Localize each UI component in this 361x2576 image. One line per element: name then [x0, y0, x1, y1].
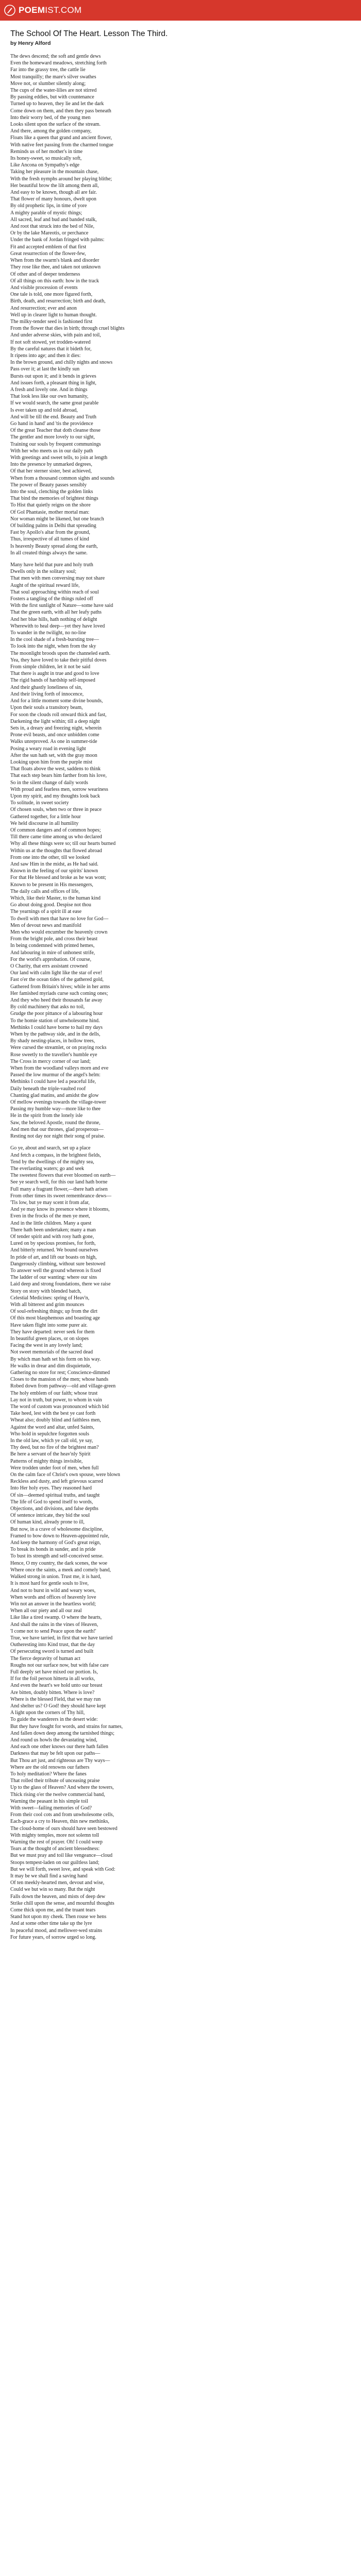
poem-line: Take heed, lest with the best ye cast forth — [10, 1411, 96, 1417]
poem-line: He walks in drear and dim disquietude, — [10, 1363, 91, 1369]
poem-line: The Cross in mercy corner of our land; — [10, 1058, 91, 1064]
poem-line: There hath been undertaken; many a man — [10, 1227, 96, 1233]
poem-line: Are bitten, doubly bitten. Where is love? — [10, 1689, 95, 1696]
poem-line: For that He blessed and broke as he was wont; — [10, 875, 106, 881]
poem-line: He in the spirit from the lonely isle — [10, 1113, 83, 1119]
poem-line: By passing eddies, but with countenance — [10, 94, 94, 100]
poem-line: Go hand in hand' and 'tis the providence — [10, 420, 93, 427]
poem-line: To wander in the twilight, no no-line — [10, 630, 86, 636]
poem-line: Men of devout news and manifold — [10, 922, 81, 928]
poem-line: Thus, irrespective of all tumes of kind — [10, 536, 89, 543]
poem-line: Strike chill upon the sense, and mournful thoughts — [10, 1900, 114, 1906]
poem-line: With the first sunlight of Nature—some have said — [10, 603, 113, 609]
poem-line: Of persecuting sword is turned and built — [10, 1649, 94, 1655]
poem-line: Where are the old renowns our fathers — [10, 1764, 90, 1770]
poem-line: Under the bank of Jordan fringed with palms: — [10, 237, 105, 243]
poem-line: The fierce depravity of human act — [10, 1655, 80, 1662]
poem-line: Framed to bow down to Heaven-appointed rule, — [10, 1533, 109, 1539]
poem-line: And fallen down deep among the tarnished things; — [10, 1730, 114, 1736]
poem-line: Patterns of mighty things invisible, — [10, 1458, 83, 1464]
poem-content — [10, 29, 351, 1946]
poem-line: The power of Beauty passes sensibly — [10, 482, 87, 488]
poem-line: Like Ancona on Sympathy's edge — [10, 162, 79, 168]
poem-line: But Thou art just, and righteous are Thy ways— — [10, 1757, 110, 1764]
poem-line: After the sun hath set, with the gray moon — [10, 752, 97, 758]
poem-line: And root that struck into the bed of Nile, — [10, 224, 95, 230]
poem-line: Even the homeward meadows, stretching forth — [10, 60, 107, 66]
poem-line: But now, in a crave of wholesome discipline, — [10, 1526, 104, 1532]
poem-line: Closes to the mansion of the men; whose hands — [10, 1377, 108, 1383]
poem-line: When from a thousand common sights and sounds — [10, 475, 114, 481]
poem-line: The cups of the water-lilies are not stirred — [10, 88, 97, 94]
poem-line: Training our souls by frequent communings — [10, 441, 101, 447]
poem-line: Men who would encumber the heavenly crown — [10, 929, 108, 935]
poem-line: Methinks I could have borne to hail my days — [10, 1024, 103, 1030]
poem-line: Of mellow evenings towards the village-tower — [10, 1099, 106, 1106]
poem-line: And round us howls the devastating wind, — [10, 1737, 97, 1743]
poem-line: And men that our thrones, glad prosperous— — [10, 1126, 104, 1132]
poem-line: A light upon the corners of Thy hill, — [10, 1710, 85, 1716]
poem-line: From other times its sweet remembrance dews— — [10, 1193, 112, 1199]
poem-line: To look into the night, when from the sky — [10, 643, 96, 650]
poem-line: Up to the glass of Heaven? And where the towers, — [10, 1785, 114, 1791]
poem-line: Move not, or slumber silently along; — [10, 80, 86, 87]
poem-line: In the old law, which ye call old, ye say, — [10, 1438, 93, 1444]
poem-author[interactable]: by Henry Alford — [10, 40, 51, 46]
poem-line: If for the foil person hitterta in all works, — [10, 1676, 95, 1682]
poem-line: Birth, death, and resurrection; birth and death, — [10, 298, 106, 304]
poem-line: In peaceful mood, and mellower-wed strains — [10, 1927, 103, 1934]
poem-line: Known to be present in His messengers, — [10, 882, 93, 888]
poem-line: With the fresh nymphs around her playing blithe; — [10, 176, 112, 182]
poem-line: Floats like a queen that grand and ancient flower, — [10, 135, 112, 141]
poem-line: Could we but win so many. But the night — [10, 1887, 95, 1893]
poem-line: Go ye, about and search, set up a place — [10, 1145, 91, 1151]
poem-line: Full deeply set have mixed our portion. Is, — [10, 1669, 98, 1675]
poem-line: From the bright pole, and cross their beast — [10, 936, 97, 942]
poem-line: For soon the clouds roll onward thick and fast, — [10, 711, 107, 718]
poem-line: Walks unreproved. As one in summer-tide — [10, 739, 97, 745]
poem-line: From one into the other, till we looked — [10, 854, 90, 860]
poem-line: Of this most blasphemous and boasting age — [10, 1315, 100, 1321]
poem-line: It ripens into age; and then it dies: — [10, 352, 81, 359]
poem-line: Each-grace a cry to Heaven, thin new methinks, — [10, 1819, 109, 1825]
poem-line: That flower of many honours, dwelt upon — [10, 196, 96, 202]
poem-line: And her blue hills, hath nothing of delight — [10, 616, 97, 622]
poem-line: The sweetest flowers that ever bloomed on earth— — [10, 1173, 116, 1179]
poem-line: And their living forth of innocence, — [10, 691, 84, 697]
poem-line: Passed the low murmur of the angel's helm: — [10, 1072, 101, 1078]
poem-line: Sets in, a dreary and freezing night, wherein — [10, 725, 102, 731]
poem-line: Tears at the thought of ancient blessedness: — [10, 1846, 100, 1852]
poem-line: Fast by Apollo's altar from the ground, — [10, 530, 90, 536]
poem-line: Is ever taken up and told abroad, — [10, 407, 78, 413]
poem-line: Celestial Medicines: spring of Heav'n, — [10, 1295, 90, 1301]
poem-line: Gathering no store for rest; Conscience-dimmed — [10, 1370, 110, 1376]
poem-line: Reminds us of her mother's in time — [10, 148, 83, 155]
poem-line: With mighty temples, more not solemn toll — [10, 1832, 100, 1838]
poem-line: Known in the feeling of our spirits' known — [10, 868, 98, 874]
poem-line: And easy to be known, though all are fair. — [10, 190, 97, 196]
poem-line: Of soul-refreshing things; up from the dirt — [10, 1309, 97, 1315]
poem-line: Yea, they have loved to take their pitiful doves — [10, 657, 107, 663]
poem-line: 'I come not to send Peace upon the earth!' — [10, 1628, 96, 1634]
poem-line: Outheresting into Kind trust, that the day — [10, 1642, 95, 1648]
poem-line: Hence, O my country, the dark scenes, the woe — [10, 1560, 107, 1566]
poem-line: O Charity, that errs assistant crowned — [10, 963, 88, 970]
poem-line: With her who meets us in our daily path — [10, 448, 93, 454]
poem-line: Nor woman might be likened, but one branch — [10, 516, 104, 522]
poem-line: It is most hard for gentle souls to live, — [10, 1581, 89, 1587]
poem-line: Rose sweetly to the traveller's humble eye — [10, 1052, 97, 1058]
poem-line: Her famished myriads curse such coming ones; — [10, 990, 108, 996]
poem-line: Of all things on this earth: how in the track — [10, 278, 99, 284]
poem-line: Dangerously climbing, without sure bestowed — [10, 1261, 106, 1267]
poem-line: That bind the memories of brightest things — [10, 496, 99, 502]
poem-line: And under adverse skies, with pain and toil, — [10, 332, 101, 338]
poem-line: In the brown ground, and chilly nights and snows — [10, 360, 113, 366]
poem-line: Into Her holy eyes. They reasoned hard — [10, 1485, 92, 1492]
poem-line: All sacred, leaf and bud and banded stalk, — [10, 216, 97, 223]
poem-line: Fit and accepted emblem of that first — [10, 244, 87, 250]
poem-line: Into their worry bed, of the young men — [10, 114, 91, 121]
poem-line: Passing my humble way—more like to thee — [10, 1106, 101, 1112]
poem-line: Objections, and divisions, and false depths — [10, 1506, 99, 1512]
stanza — [10, 562, 351, 1140]
poem-line: And they who heed their thousands far away — [10, 997, 103, 1004]
poem-line: Posing a weary road in evening light — [10, 745, 86, 752]
poem-line: Of tender spirit and with rosy hath gone, — [10, 1233, 94, 1240]
poem-line: By which man hath set his form on his way. — [10, 1356, 101, 1362]
poem-line: Of common dangers and of common hopes; — [10, 827, 101, 833]
poem-line: Turned up to heaven, they lie and let the dark — [10, 101, 104, 107]
poem-line: Its honey-sweet, so musically soft, — [10, 156, 82, 162]
poem-line: If not soft stowed, yet trodden-watered — [10, 339, 91, 345]
poem-line: See ye search well, for this our land hath borne — [10, 1179, 108, 1185]
poem-line: The cloud-home of ours should have seen bestowed — [10, 1825, 118, 1832]
poem-line: Go about doing good. Despise not thou — [10, 902, 91, 908]
poem-line: To holy meditation? Where the fanes — [10, 1771, 87, 1777]
poem-line: We held discourse in all humility — [10, 820, 79, 826]
poem-line: When from the swarm's blank and disorder — [10, 258, 100, 264]
poem-line: By cold machinery that asks no toil, — [10, 1004, 85, 1010]
poem-line: And visible procession of events — [10, 284, 78, 291]
poem-line: Of sin—deemed spiritual truths, and taught — [10, 1492, 100, 1498]
poem-line: With all bitterest and grim mounces — [10, 1301, 85, 1308]
poem-line: Dwells only in the solitary soul; — [10, 569, 77, 575]
poem-line: The milky-tender seed is fashioned first — [10, 318, 93, 325]
poem-line: When words and offices of heavenly love — [10, 1594, 96, 1600]
poem-line: And keep the harmony of God's great reign, — [10, 1540, 101, 1546]
stanza — [10, 53, 351, 556]
poem-line: The dews descend; the soft and gentle dews — [10, 54, 101, 59]
poem-line: Which, like their Master, to the human kind — [10, 895, 101, 901]
poem-line: And there, among the golden company, — [10, 128, 92, 134]
poem-line: In all created things always the same. — [10, 550, 88, 556]
poem-line: With sweet—failing memories of God? — [10, 1805, 92, 1811]
poem-line: Falls down the heaven, and mists of deep dew — [10, 1893, 106, 1900]
poem-line: Of Gol Phantasie, mother mortal man: — [10, 509, 90, 515]
poem-line: The ladder of our wanting: where our sins — [10, 1275, 97, 1281]
poem-line: Fosters a tangling of the things ruled off — [10, 596, 93, 602]
poem-line: And issues forth, a pleasant thing in light, — [10, 380, 96, 386]
poem-line: To guide the wanderers in the desert wide: — [10, 1717, 98, 1723]
poem-line: Stand hot upon my cheek. Then rouse we hens — [10, 1914, 107, 1920]
poem-line: When by the pathway side, and in the dells, — [10, 1031, 101, 1038]
poem-line: Of the great Teacher that doth cleanse those — [10, 428, 101, 434]
poem-line: And for a little moment some divine bounds, — [10, 698, 103, 704]
poem-line: Thick rising o'er the twelve commercial band, — [10, 1791, 105, 1798]
poem-line: On the calm face of Christ's own spouse, were blown — [10, 1472, 120, 1478]
poem-line: Far into the grassy tree, the cattle lie — [10, 67, 86, 73]
quill-icon — [4, 5, 15, 16]
poem-line: Within us at the thoughts that flowed abroad — [10, 848, 102, 854]
poem-line: And at some other time take up the lyre — [10, 1921, 92, 1927]
poem-line: And not to burst in wild and weary woes, — [10, 1587, 96, 1594]
poem-line: And labouring in mire of unhonest strife, — [10, 950, 95, 956]
poem-line: And even the heart's we hold unto our breast — [10, 1683, 103, 1689]
poem-line: Lay not in truth, but power, to whom in vain — [10, 1397, 102, 1403]
poem-line: Stoops tempest-laden on our guiltless land; — [10, 1859, 100, 1866]
poem-line: And their ghastly loneliness of sin, — [10, 684, 83, 690]
poem-line: And will be till the end. Beauty and Truth — [10, 414, 96, 420]
poem-line: Lured on by specious promises, for forth, — [10, 1241, 96, 1247]
poem-line: Facing the west in any lovely land; — [10, 1343, 83, 1349]
poem-line: Taking her pleasure in the mountain chase, — [10, 169, 99, 175]
poem-line: That each step bears him farther from his love, — [10, 773, 107, 779]
poem-line: By old prophetic lips, in time of yore — [10, 203, 87, 209]
poem-line: Well up in clearer light to human thought. — [10, 312, 97, 318]
poem-line: That floats above the west, saddens to think — [10, 766, 101, 772]
poem-line: Grudge the poor pittance of a labouring hour — [10, 1011, 103, 1017]
poem-line: But they have fought for words, and strains for names, — [10, 1723, 123, 1730]
poem-line: In the cool shade of a fresh-bursting tree— — [10, 637, 99, 643]
poem-line: To Hist that quietly reigns on the shore — [10, 502, 91, 509]
site-logo[interactable] — [4, 5, 81, 16]
site-name-tld: IST.COM — [45, 5, 82, 15]
poem-line: Is heavenly Beauty spread along the earth, — [10, 543, 98, 549]
poem-line: Upon my spirit, and my thoughts look back — [10, 793, 100, 799]
poem-line: For future years, of sorrow urged so long. — [10, 1934, 96, 1940]
poem-line: And saw Him in the midst, as He had said. — [10, 861, 99, 867]
poem-line: And in the little children. Many a quest — [10, 1220, 92, 1226]
poem-line: That look less like our own humanity, — [10, 394, 89, 400]
site-name — [19, 5, 81, 15]
poem-line: Roughs not our surface now, but with false care — [10, 1662, 109, 1668]
poem-line: When all our piety and all our zeal — [10, 1608, 82, 1614]
poem-line: And each one other knows our there hath fallen — [10, 1744, 108, 1750]
poem-line: Most tranquilly; the mare's silver swathes — [10, 74, 96, 80]
poem-line: Be here a servant of the heav'nly Spirit — [10, 1451, 91, 1458]
poem-line: From simple children, let it not be said — [10, 664, 90, 670]
poem-line: In beautiful green places, or on slopes — [10, 1335, 89, 1342]
poem-line: To break its bonds in sunder, and in pride — [10, 1547, 96, 1553]
poem-line: Bursts out upon it; and it bends in grieves — [10, 373, 96, 379]
poem-line: Were trodden under foot of men, when full — [10, 1465, 99, 1471]
poem-line: By the careful natures that it bideth for, — [10, 346, 92, 352]
poem-line: Wherewith to heal deep—yet they have loved — [10, 623, 105, 629]
poem-line: The daily calls and offices of life, — [10, 888, 80, 894]
poem-line: Upon their souls a transitory beam, — [10, 705, 83, 711]
stanza — [10, 1145, 351, 1941]
poem-line: For the world's approbation. Of course, — [10, 956, 92, 962]
poem-line: Of building palms in Delhi that spreading — [10, 523, 96, 529]
poem-line: Many have held that pure and holy truth — [10, 562, 93, 568]
poem-line: Darkening the light within; till a deep night — [10, 718, 100, 724]
poem-line: To the homie station of unwholesome hind. — [10, 1018, 100, 1024]
poem-line: Warning the peasant in his simple toil — [10, 1798, 88, 1804]
poem-line: Or by the lake Mareotis, or perchance — [10, 230, 89, 236]
poem-line: With greetings and sweet tells, to join at length — [10, 454, 108, 461]
poem-line: Were cursed the streamlet, or on praying rocks — [10, 1045, 107, 1051]
poem-line: Resting not day nor night their song of praise. — [10, 1133, 105, 1140]
poem-line: And resurrection; ever and anon — [10, 305, 77, 311]
site-name-main: POEM — [19, 5, 45, 15]
poem-line: But we will forth, sweet love, and speak with God: — [10, 1866, 116, 1872]
poem-line: The yearnings of a spirit ill at ease — [10, 909, 82, 915]
poem-line: That the green earth, with all her leafy paths — [10, 609, 102, 616]
poem-line: Of that her sterner sister, best achieved, — [10, 468, 92, 474]
poem-line: The gentler and more lovely to our sight, — [10, 434, 95, 440]
poem-line: Thy deed, but no fire of the brightest man? — [10, 1445, 99, 1451]
poem-line: The everlasting waters; go and seek — [10, 1165, 85, 1172]
poem-line: But we must pray and toil like vengeance—cloud — [10, 1853, 113, 1859]
poem-line: To solitude, in sweet society — [10, 800, 69, 806]
poem-line: And bitterly returned. We bound ourselves — [10, 1247, 99, 1253]
poem-line: With proud and fearless men, sorrow weariness — [10, 786, 108, 792]
poem-line: By shady nesting-places, in hollow trees, — [10, 1038, 95, 1044]
poem-line: Chanting glad matins, and amidst the glow — [10, 1092, 99, 1098]
poem-line: Gathered from Britain's hives; while in her arms — [10, 984, 110, 990]
poem-line: From their cool cots and from unwholesome cells, — [10, 1812, 114, 1818]
poem-line: Darkness that may be felt upon our paths— — [10, 1751, 101, 1757]
poem-line: That men with men conversing may not share — [10, 575, 105, 582]
poem-line: Have taken flight into some purer air. — [10, 1322, 88, 1328]
poem-line: Of chosen souls, when two or three in peace — [10, 807, 102, 813]
poem-line: In pride of art, and lift our boasts on high, — [10, 1254, 97, 1260]
poem-line: The rigid bands of hardship self-imposed — [10, 677, 95, 684]
poem-line: Of human kind, already prone to ill, — [10, 1519, 85, 1526]
poem-line: The life of God to spend itself to words, — [10, 1499, 93, 1505]
poem-line: Fast o'er the ocean tides of the gathered gold, — [10, 977, 104, 983]
poem-line: Against the word and altar, unfed Saints, — [10, 1424, 94, 1430]
poem-line: Where once the saints, a meek and comely band, — [10, 1567, 111, 1573]
poem-line: Great resurrection of the flower-few, — [10, 250, 86, 257]
poem-line: Daily beneath the triple-vaulted roof — [10, 1086, 86, 1092]
poem-line: Laid deep and strong foundations, there we raise — [10, 1281, 111, 1287]
poem-line: Robed down from pathway—old and village-green — [10, 1383, 116, 1389]
poem-line: The word of custom was pronounced which bid — [10, 1404, 109, 1410]
poem-line: Not sweet memorials of the sacred dead — [10, 1349, 93, 1355]
poem-line: Pass over it; at last the kindly sun — [10, 366, 80, 372]
poem-line: Looking upon him from the purple mist — [10, 759, 92, 765]
poem-line: They have departed: never seek for them — [10, 1329, 95, 1335]
poem-line: Saw, the beloved Apostle, round the throne, — [10, 1120, 101, 1126]
poem-line: That rolled their tribute of unceasing praise — [10, 1778, 100, 1784]
poem-line: Into the soul, clenching the golden links — [10, 489, 93, 495]
poem-line: Into the presence by unmarked degrees, — [10, 462, 92, 468]
poem-line: That there is aught in true and good to love — [10, 671, 100, 677]
poem-line: It may be we shall find a saving hand — [10, 1873, 88, 1879]
poem-line: Methinks I could have led a peaceful life, — [10, 1079, 96, 1085]
poem-line: In being condemned with printed hemes, — [10, 943, 95, 949]
poem-line: Reckless and dusty, and left grievous scarred — [10, 1479, 103, 1485]
poem-line: With native feet passing from the charmed tongue — [10, 142, 113, 148]
poem-line: So in the silent change of daily words — [10, 779, 88, 786]
poem-line: Come down on them, and then they pass beneath — [10, 108, 111, 114]
poem-line: And ye may know its presence where it blooms, — [10, 1207, 110, 1213]
poem-line: To bust its strength and self-conceived sense. — [10, 1553, 104, 1560]
poem-line: To answer well the ground whereon is fixed — [10, 1267, 101, 1274]
poem-line: Looks silent upon the surface of the stream. — [10, 122, 101, 128]
poem-line: Till there came time among us who declared — [10, 834, 102, 840]
poem-line: They rose like thee, and taken not unknown — [10, 264, 101, 270]
poem-line: Tend by the dwellings of the mighty sea, — [10, 1159, 94, 1165]
poem-line: Win not an answer in the heartless world; — [10, 1601, 96, 1607]
poem-line: The holy emblem of our faith; whose trust — [10, 1390, 98, 1396]
poem-line: And shall the rains in the vines of Heaven, — [10, 1621, 99, 1628]
poem-line: Come thick upon me, and the truant tears — [10, 1907, 95, 1913]
poem-line: Prone evil beasts, and once unbidden come — [10, 732, 100, 738]
poem-line: Aught of the spiritual reward life, — [10, 582, 80, 588]
poem-line: Warning the rest of prayer. Oh! I could weep — [10, 1839, 103, 1845]
poem-line: Walked strong in union. Trust me, it is hard, — [10, 1574, 102, 1580]
poem-line: Where is the blessed Field, that we may run — [10, 1696, 101, 1702]
poem-line: When from the woodland valleys morn and eve — [10, 1065, 109, 1072]
poem-line: Who hold in sepulchre forgotten souls — [10, 1431, 89, 1437]
poem-line: Of other and of deeper tenderness — [10, 271, 80, 277]
poem-line: Her beautiful brow the lilt among them all, — [10, 182, 99, 189]
poem-line: And shelter us? O God! they should have kept — [10, 1703, 106, 1709]
poem-line: Of sentence intricate, they bid the soul — [10, 1513, 90, 1519]
poem-line: 'Tis low, but ye may scent it from afar, — [10, 1199, 90, 1206]
poem-line: To dwell with men that have no love for God— — [10, 916, 109, 922]
poem-line: That soul approaching within reach of soul — [10, 589, 99, 595]
poem-line: A fresh and lovely one. And in things — [10, 386, 88, 393]
poem-line: Even in the frocks of the men ye meet, — [10, 1213, 90, 1219]
poem-line: From the flower that dies in birth; through cruel blights — [10, 326, 125, 332]
poem-title: The School Of The Heart. Lesson The Third. — [10, 29, 168, 38]
poem-line: Story on story with blended batch, — [10, 1288, 81, 1294]
poem-line: And fetch a compass, in the brightest fields, — [10, 1152, 101, 1158]
poem-line: Full many a fragrant flower,—there hath arisen — [10, 1186, 108, 1192]
poem-line: Wheat also; doubly blind and faithless men, — [10, 1417, 101, 1423]
poem-line: Why all these things were so; till our hearts burned — [10, 841, 116, 847]
poem-line: Gathered together, for a little hour — [10, 814, 81, 820]
poem-line: The moonlight broods upon the channeled earth. — [10, 650, 111, 656]
poem-line: Our land with calm light like the star of eve! — [10, 970, 103, 976]
poem-line: True, we have tarried, in first that we have tarried — [10, 1635, 113, 1641]
poem-line: Of ten meekly-hearted men, devout and wise, — [10, 1880, 105, 1886]
poem-line: One tale is told, one more figured forth, — [10, 292, 93, 298]
poem-line: Like like a tired swamp. O where the hearts, — [10, 1615, 102, 1621]
poem-line: A mighty parable of mystic things; — [10, 210, 83, 216]
site-header — [0, 0, 361, 21]
poem-body — [10, 53, 351, 1941]
poem-line: If we would search, the same great parable — [10, 400, 99, 406]
